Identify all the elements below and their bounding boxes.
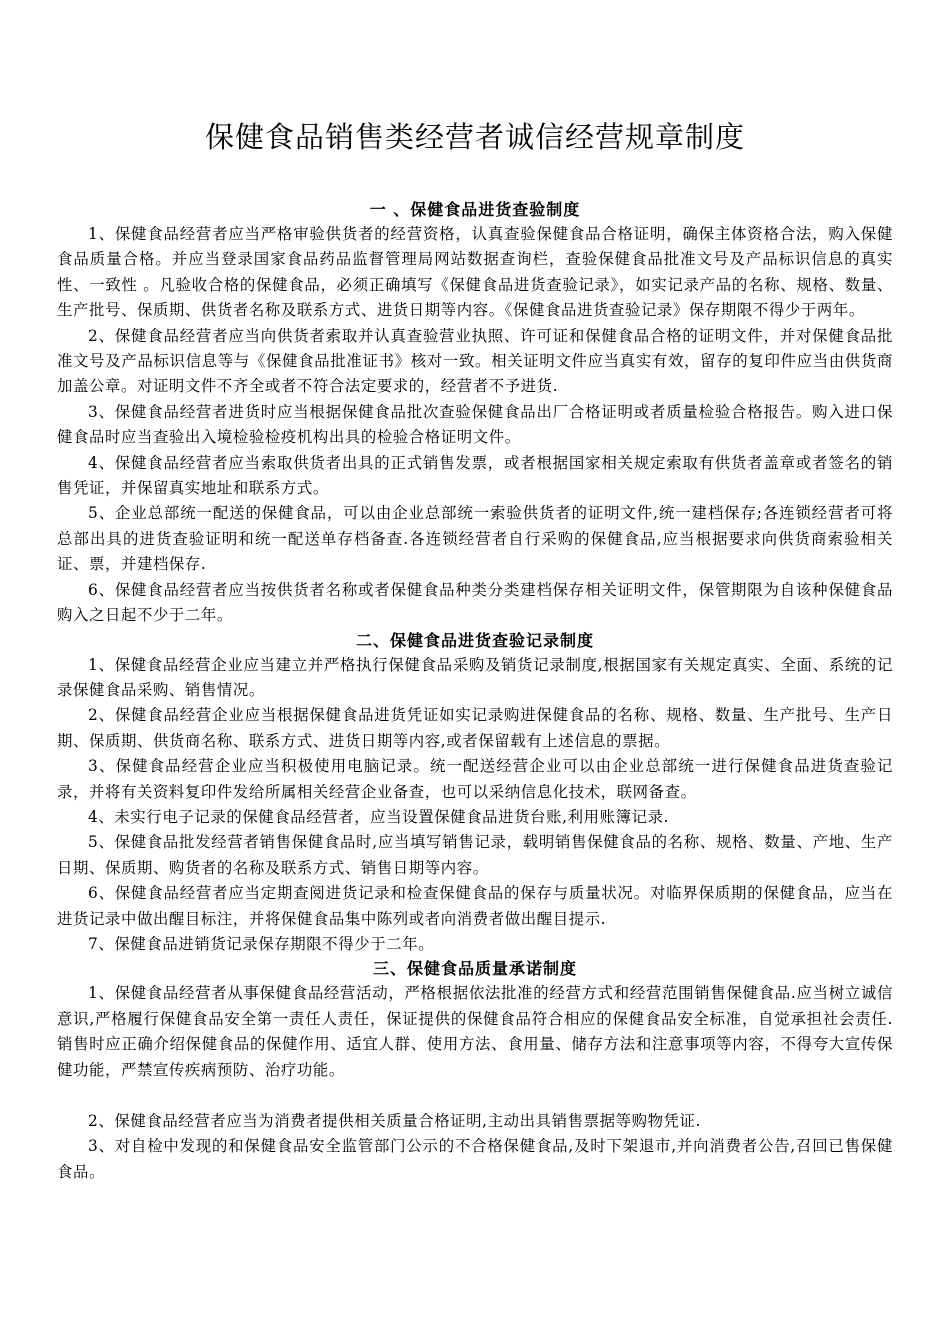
paragraph: 2、保健食品经营者应当为消费者提供相关质量合格证明,主动出具销售票据等购物凭证. bbox=[88, 1112, 702, 1130]
paragraph: 5、企业总部统一配送的保健食品，可以由企业总部统一索验供货者的证明文件,统一建档保存;各连锁经营者可将总部出具的进货查验证明和统一配送单存档备查.各连锁经营者自行采购的保健食品,应当根据要求向供货商索验相关证、票，并建档保存. bbox=[57, 504, 893, 574]
paragraph: 1、保健食品经营者从事保健食品经营活动，严格根据依法批准的经营方式和经营范围销售保健食品.应当树立诚信意识,严格履行保健食品安全第一责任人责任，保证提供的保健食品符合相应的保健食品安全标准，自觉承担社会责任.销售时应正确介绍保健食品的保健作用、适宜人群、使用方法、食用量、储存方法和注意事项等内容，不得夸大宣传保健功能，严禁宣传疾病预防、治疗功能。 bbox=[57, 984, 893, 1079]
document-page bbox=[57, 112, 893, 1185]
paragraph: 5、保健食品批发经营者销售保健食品时,应当填写销售记录，载明销售保健食品的名称、规格、数量、产地、生产日期、保质期、购货者的名称及联系方式、销售日期等内容。 bbox=[57, 833, 893, 877]
paragraph: 2、保健食品经营者应当向供货者索取并认真查验营业执照、许可证和保健食品合格的证明文件，并对保健食品批准文号及产品标识信息等与《保健食品批准证书》核对一致。相关证明文件应当真实有效，留存的复印件应当由供货商加盖公章。对证明文件不齐全或者不符合法定要求的，经营者不予进货. bbox=[57, 326, 893, 396]
section-heading-1: 一 、保健食品进货查验制度 bbox=[369, 200, 581, 219]
paragraph: 1、保健食品经营企业应当建立并严格执行保健食品采购及销货记录制度,根据国家有关规定真实、全面、系统的记录保健食品采购、销售情况。 bbox=[57, 655, 893, 699]
paragraph: 3、对自检中发现的和保健食品安全监管部门公示的不合格保健食品,及时下架退市,并向消费者公告,召回已售保健食品。 bbox=[57, 1137, 893, 1181]
paragraph: 1、保健食品经营者应当严格审验供货者的经营资格，认真查验保健食品合格证明，确保主体资格合法，购入保健食品质量合格。并应当登录国家食品药品监督管理局网站数据查询栏，查验保健食品批准文号及产品标识信息的真实性、一致性 。凡验收合格的保健食品，必须正确填写《保健食品进货查验记录》，如实记录产品的名称、规格、数量、生产批号、保质期、供货者名称及联系方式、进货日期等内容。《保健食品进货查验记录》保存期限不得少于两年。 bbox=[57, 225, 893, 320]
paragraph: 7、保健食品进销货记录保存期限不得少于二年。 bbox=[88, 934, 435, 953]
paragraph: 4、未实行电子记录的保健食品经营者，应当设置保健食品进货台账,利用账簿记录. bbox=[88, 807, 670, 826]
section-heading-2: 二、保健食品进货查验记录制度 bbox=[355, 630, 594, 650]
paragraph: 6、保健食品经营者应当按供货者名称或者保健食品种类分类建档保存相关证明文件，保管期限为自该种保健食品购入之日起不少于二年。 bbox=[57, 580, 893, 625]
paragraph: 2、保健食品经营企业应当根据保健食品进货凭证如实记录购进保健食品的名称、规格、数量、生产批号、生产日期、保质期、供货商名称、联系方式、进货日期等内容,或者保留载有上述信息的票据。 bbox=[57, 706, 893, 750]
paragraph: 3、保健食品经营企业应当积极使用电脑记录。统一配送经营企业可以由企业总部统一进行保健食品进货查验记录，并将有关资料复印件发给所属相关经营企业备查，也可以采纳信息化技术，联网备查。 bbox=[57, 757, 893, 801]
paragraph: 3、保健食品经营者进货时应当根据保健食品批次查验保健食品出厂合格证明或者质量检验合格报告。购入进口保健食品时应当查验出入境检验检疫机构出具的检验合格证明文件。 bbox=[57, 402, 893, 447]
document-title: 保健食品销售类经营者诚信经营规章制度 bbox=[204, 120, 745, 154]
paragraph: 4、保健食品经营者应当索取供货者出具的正式销售发票，或者根据国家相关规定索取有供货者盖章或者签名的销售凭证，并保留真实地址和联系方式。 bbox=[57, 453, 893, 498]
section-heading-3: 三、保健食品质量承诺制度 bbox=[372, 959, 577, 979]
paragraph: 6、保健食品经营者应当定期查阅进货记录和检查保健食品的保存与质量状况。对临界保质期的保健食品，应当在进货记录中做出醒目标注，并将保健食品集中陈列或者向消费者做出醒目提示. bbox=[57, 884, 893, 928]
